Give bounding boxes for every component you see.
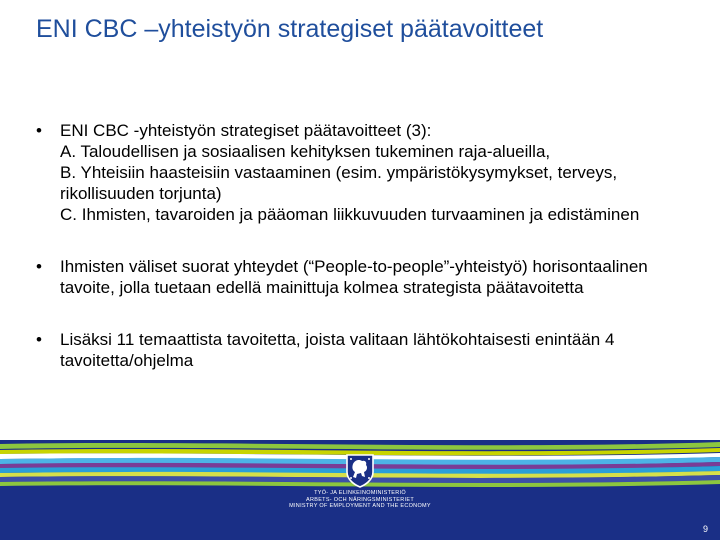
- bullet-dot: •: [36, 121, 42, 140]
- bullet-dot: •: [36, 257, 42, 276]
- page-number: 9: [702, 524, 708, 534]
- bullet-dot: •: [36, 330, 42, 349]
- ministry-name: [262, 490, 458, 510]
- sub-item: B. Yhteisiin haasteisiin vastaaminen (esim. ympäristökysymykset, terveys, rikollisuuden torjunta): [60, 163, 618, 203]
- ministry-name-fi: TYÖ- JA ELINKEINOMINISTERIÖ: [314, 490, 406, 496]
- bullet-item: [36, 329, 686, 371]
- sub-item: C. Ihmisten, tavaroiden ja pääoman liikkuvuuden turvaaminen ja edistäminen: [60, 205, 640, 224]
- sub-item: A. Taloudellisen ja sosiaalisen kehityksen tukeminen raja-alueilla,: [60, 142, 551, 161]
- bullet-text: Ihmisten väliset suorat yhteydet (“People-to-people”-yhteistyö) horisontaalinen tavoite, jolla tuetaan edellä mainittuja kolmea strategista päätavoitetta: [60, 257, 648, 297]
- bullet-item: [36, 120, 686, 225]
- slide-content: [36, 120, 686, 371]
- slide-title: ENI CBC –yhteistyön strategiset päätavoitteet: [36, 15, 544, 43]
- bullet-text: Lisäksi 11 temaattista tavoitetta, joista valitaan lähtökohtaisesti enintään 4 tavoitetta/ohjelma: [60, 330, 615, 370]
- bullet-item: [36, 256, 686, 298]
- bullet-text: ENI CBC -yhteistyön strategiset päätavoitteet (3):: [60, 121, 432, 140]
- lion-coat-of-arms-icon: [285, 452, 435, 488]
- ministry-name-en: MINISTRY OF EMPLOYMENT AND THE ECONOMY: [289, 503, 431, 510]
- ministry-name-sv: ARBETS- OCH NÄRINGSMINISTERIET: [305, 496, 414, 503]
